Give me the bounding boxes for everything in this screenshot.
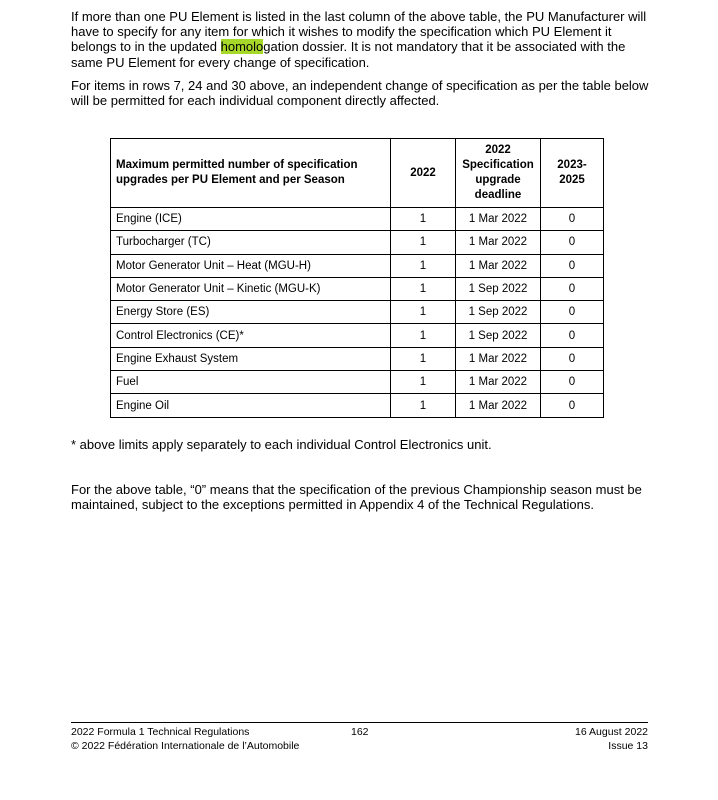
intro-text-after: gation dossier. It is not mandatory that it be associated with the same PU Element for every change of specification.	[71, 39, 626, 70]
row-deadline: 1 Mar 2022	[456, 394, 541, 417]
footer-doc-title: 2022 Formula 1 Technical Regulations	[71, 726, 250, 738]
row-item: Engine (ICE)	[111, 208, 391, 231]
intro-text-before: If more than one PU Element is listed in the last column of the above table, the PU Manufacturer will have to specify for any item for which it wishes to modify the specification which PU Element it belongs to in the updated	[71, 9, 647, 55]
row-item: Engine Oil	[111, 394, 391, 417]
footer-divider	[71, 722, 648, 723]
row-2022: 1	[391, 371, 456, 394]
row-item: Control Electronics (CE)*	[111, 324, 391, 347]
row-2022: 1	[391, 231, 456, 254]
header-item: Maximum permitted number of specification upgrades per PU Element and per Season	[111, 139, 391, 208]
table-row	[111, 208, 604, 231]
row-2022: 1	[391, 254, 456, 277]
row-item: Motor Generator Unit – Kinetic (MGU-K)	[111, 277, 391, 300]
row-2023-2025: 0	[541, 277, 604, 300]
row-deadline: 1 Mar 2022	[456, 371, 541, 394]
footer-copyright: © 2022 Fédération Internationale de l’Automobile	[71, 740, 300, 752]
table-row	[111, 394, 604, 417]
row-deadline: 1 Mar 2022	[456, 254, 541, 277]
row-item: Engine Exhaust System	[111, 347, 391, 370]
footnote: * above limits apply separately to each individual Control Electronics unit.	[71, 437, 492, 452]
row-2023-2025: 0	[541, 371, 604, 394]
row-2022: 1	[391, 301, 456, 324]
footer-issue: Issue 13	[608, 740, 648, 752]
footer-date: 16 August 2022	[575, 726, 648, 738]
zero-meaning-paragraph: For the above table, “0” means that the specification of the previous Championship season must be maintained, subject to the exceptions permitted in Appendix 4 of the Technical Regulations.	[71, 482, 642, 513]
header-deadline: 2022 Specification upgrade deadline	[456, 139, 541, 208]
row-2022: 1	[391, 394, 456, 417]
row-2023-2025: 0	[541, 347, 604, 370]
table-header-row	[111, 139, 604, 208]
row-2023-2025: 0	[541, 254, 604, 277]
row-2023-2025: 0	[541, 324, 604, 347]
row-2023-2025: 0	[541, 301, 604, 324]
table-row	[111, 371, 604, 394]
header-2022: 2022	[391, 139, 456, 208]
row-item: Motor Generator Unit – Heat (MGU-H)	[111, 254, 391, 277]
row-item: Energy Store (ES)	[111, 301, 391, 324]
row-deadline: 1 Mar 2022	[456, 208, 541, 231]
row-item: Turbocharger (TC)	[111, 231, 391, 254]
search-highlight: homolo	[220, 39, 264, 55]
row-2022: 1	[391, 324, 456, 347]
row-deadline: 1 Mar 2022	[456, 347, 541, 370]
intro-paragraph	[71, 9, 651, 70]
rows-paragraph: For items in rows 7, 24 and 30 above, an independent change of specification as per the table below will be permitted for each individual component directly affected.	[71, 78, 649, 109]
page-number: 162	[351, 726, 369, 738]
row-deadline: 1 Sep 2022	[456, 324, 541, 347]
row-2023-2025: 0	[541, 231, 604, 254]
table-row	[111, 301, 604, 324]
upgrade-limits-table	[110, 138, 604, 418]
table-row	[111, 277, 604, 300]
table-row	[111, 231, 604, 254]
row-item: Fuel	[111, 371, 391, 394]
row-deadline: 1 Sep 2022	[456, 277, 541, 300]
row-deadline: 1 Sep 2022	[456, 301, 541, 324]
row-2023-2025: 0	[541, 394, 604, 417]
row-2023-2025: 0	[541, 208, 604, 231]
row-2022: 1	[391, 208, 456, 231]
header-2023-2025: 2023-2025	[541, 139, 604, 208]
row-2022: 1	[391, 277, 456, 300]
row-2022: 1	[391, 347, 456, 370]
table-row	[111, 324, 604, 347]
table-row	[111, 347, 604, 370]
table-row	[111, 254, 604, 277]
row-deadline: 1 Mar 2022	[456, 231, 541, 254]
